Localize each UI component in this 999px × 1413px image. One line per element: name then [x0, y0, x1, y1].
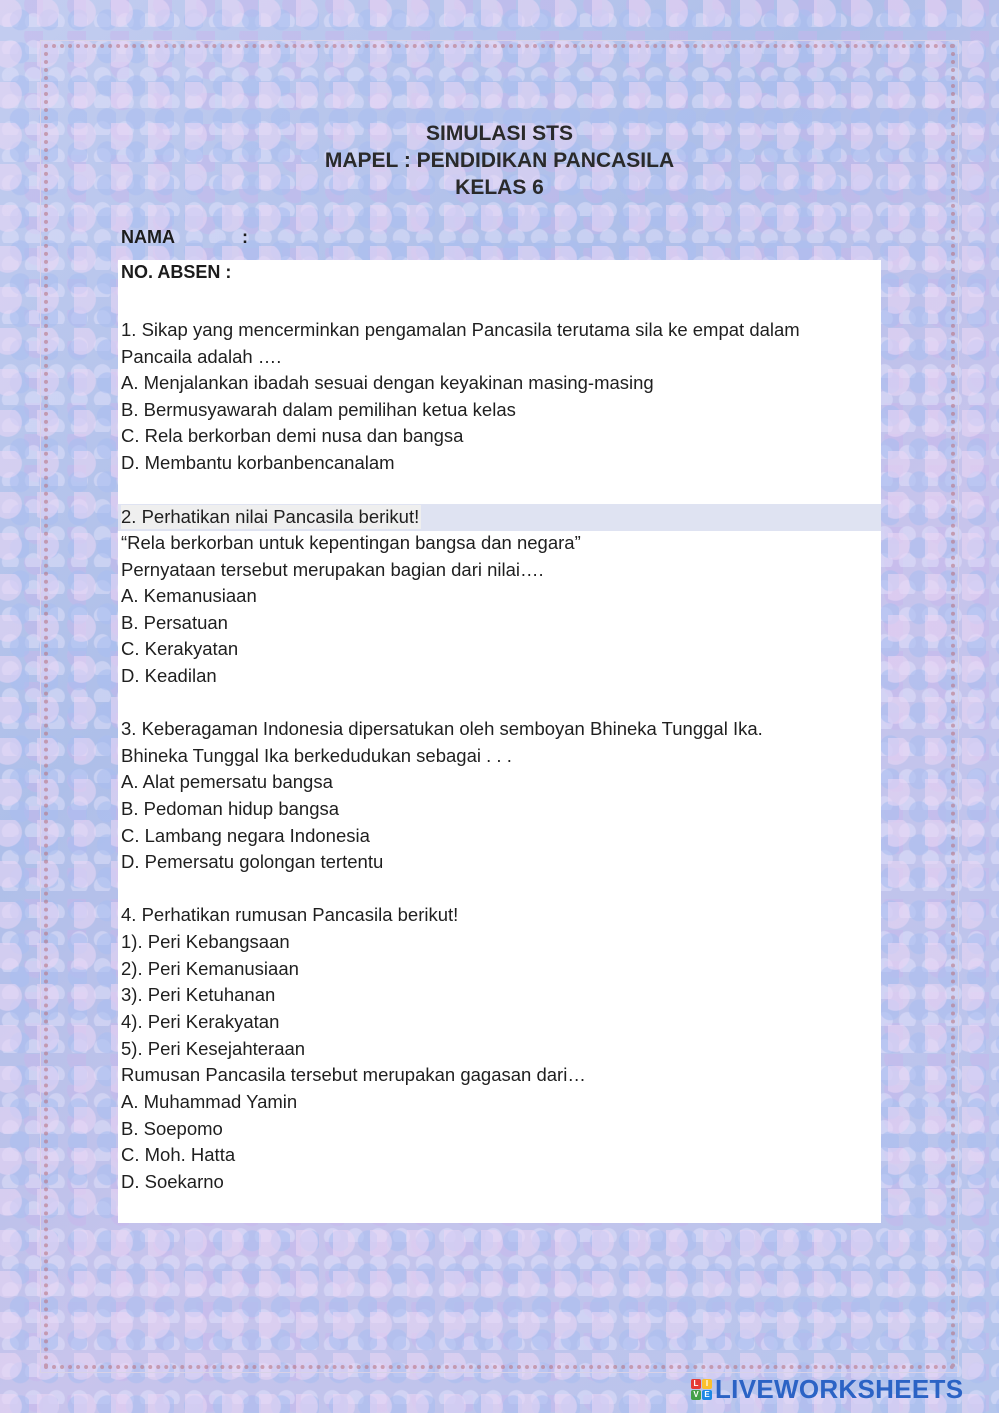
q3-option-a[interactable]: A. Alat pemersatu bangsa: [121, 771, 333, 792]
q3-text-line-1: 3. Keberagaman Indonesia dipersatukan oleh semboyan Bhineka Tunggal Ika.: [121, 718, 763, 739]
name-label: NAMA: [121, 227, 175, 247]
q3-option-b[interactable]: B. Pedoman hidup bangsa: [121, 798, 340, 819]
liveworksheets-logo-icon: [691, 1379, 712, 1400]
q4-text-line-1: 4. Perhatikan rumusan Pancasila berikut!: [121, 904, 459, 925]
logo-letter-l: L: [691, 1379, 701, 1389]
q4-option-c[interactable]: C. Moh. Hatta: [121, 1144, 236, 1165]
q4-option-a[interactable]: A. Muhammad Yamin: [121, 1091, 298, 1112]
page-title: [0, 120, 999, 201]
logo-letter-e: E: [702, 1390, 712, 1400]
q2-option-d[interactable]: D. Keadilan: [121, 665, 217, 686]
logo-letter-i: I: [702, 1379, 712, 1389]
absen-label: NO. ABSEN :: [121, 262, 232, 282]
liveworksheets-logo[interactable]: [691, 1374, 963, 1404]
q4-item-3: 3). Peri Ketuhanan: [121, 984, 276, 1005]
q2-option-a[interactable]: A. Kemanusiaan: [121, 585, 257, 606]
q2-text-line-1: 2. Perhatikan nilai Pancasila berikut!: [121, 506, 420, 527]
q1-option-d[interactable]: D. Membantu korbanbencanalam: [121, 452, 395, 473]
q1-option-a[interactable]: A. Menjalankan ibadah sesuai dengan keyakinan masing-masing: [121, 372, 654, 393]
name-colon: :: [242, 227, 248, 247]
q1-option-c[interactable]: C. Rela berkorban demi nusa dan bangsa: [121, 425, 464, 446]
title-line-2: MAPEL : PENDIDIKAN PANCASILA: [324, 149, 675, 172]
q2-option-b[interactable]: B. Persatuan: [121, 612, 228, 633]
q4-option-d[interactable]: D. Soekarno: [121, 1171, 224, 1192]
title-line-3: KELAS 6: [455, 176, 544, 199]
q4-item-4: 4). Peri Kerakyatan: [121, 1011, 280, 1032]
q2-text-line-3: Pernyataan tersebut merupakan bagian dari nilai….: [121, 559, 544, 580]
logo-letter-v: V: [691, 1390, 701, 1400]
q4-text-line-2: Rumusan Pancasila tersebut merupakan gagasan dari…: [121, 1064, 586, 1085]
q1-text-line-1: 1. Sikap yang mencerminkan pengamalan Pancasila terutama sila ke empat dalam: [121, 319, 800, 340]
q4-option-b[interactable]: B. Soepomo: [121, 1118, 223, 1139]
q4-item-2: 2). Peri Kemanusiaan: [121, 958, 299, 979]
q2-text-line-2: “Rela berkorban untuk kepentingan bangsa dan negara”: [121, 532, 581, 553]
liveworksheets-logo-text: LIVEWORKSHEETS: [715, 1373, 964, 1404]
q1-option-b[interactable]: B. Bermusyawarah dalam pemilihan ketua kelas: [121, 399, 516, 420]
q3-option-d[interactable]: D. Pemersatu golongan tertentu: [121, 851, 384, 872]
q4-item-5: 5). Peri Kesejahteraan: [121, 1038, 306, 1059]
q2-option-c[interactable]: C. Kerakyatan: [121, 638, 239, 659]
q1-text-line-2: Pancaila adalah ….: [121, 346, 282, 367]
title-line-1: SIMULASI STS: [425, 122, 573, 145]
q3-text-line-2: Bhineka Tunggal Ika berkedudukan sebagai . . .: [121, 745, 512, 766]
q4-item-1: 1). Peri Kebangsaan: [121, 931, 290, 952]
name-field: [121, 227, 248, 248]
q3-option-c[interactable]: C. Lambang negara Indonesia: [121, 825, 370, 846]
